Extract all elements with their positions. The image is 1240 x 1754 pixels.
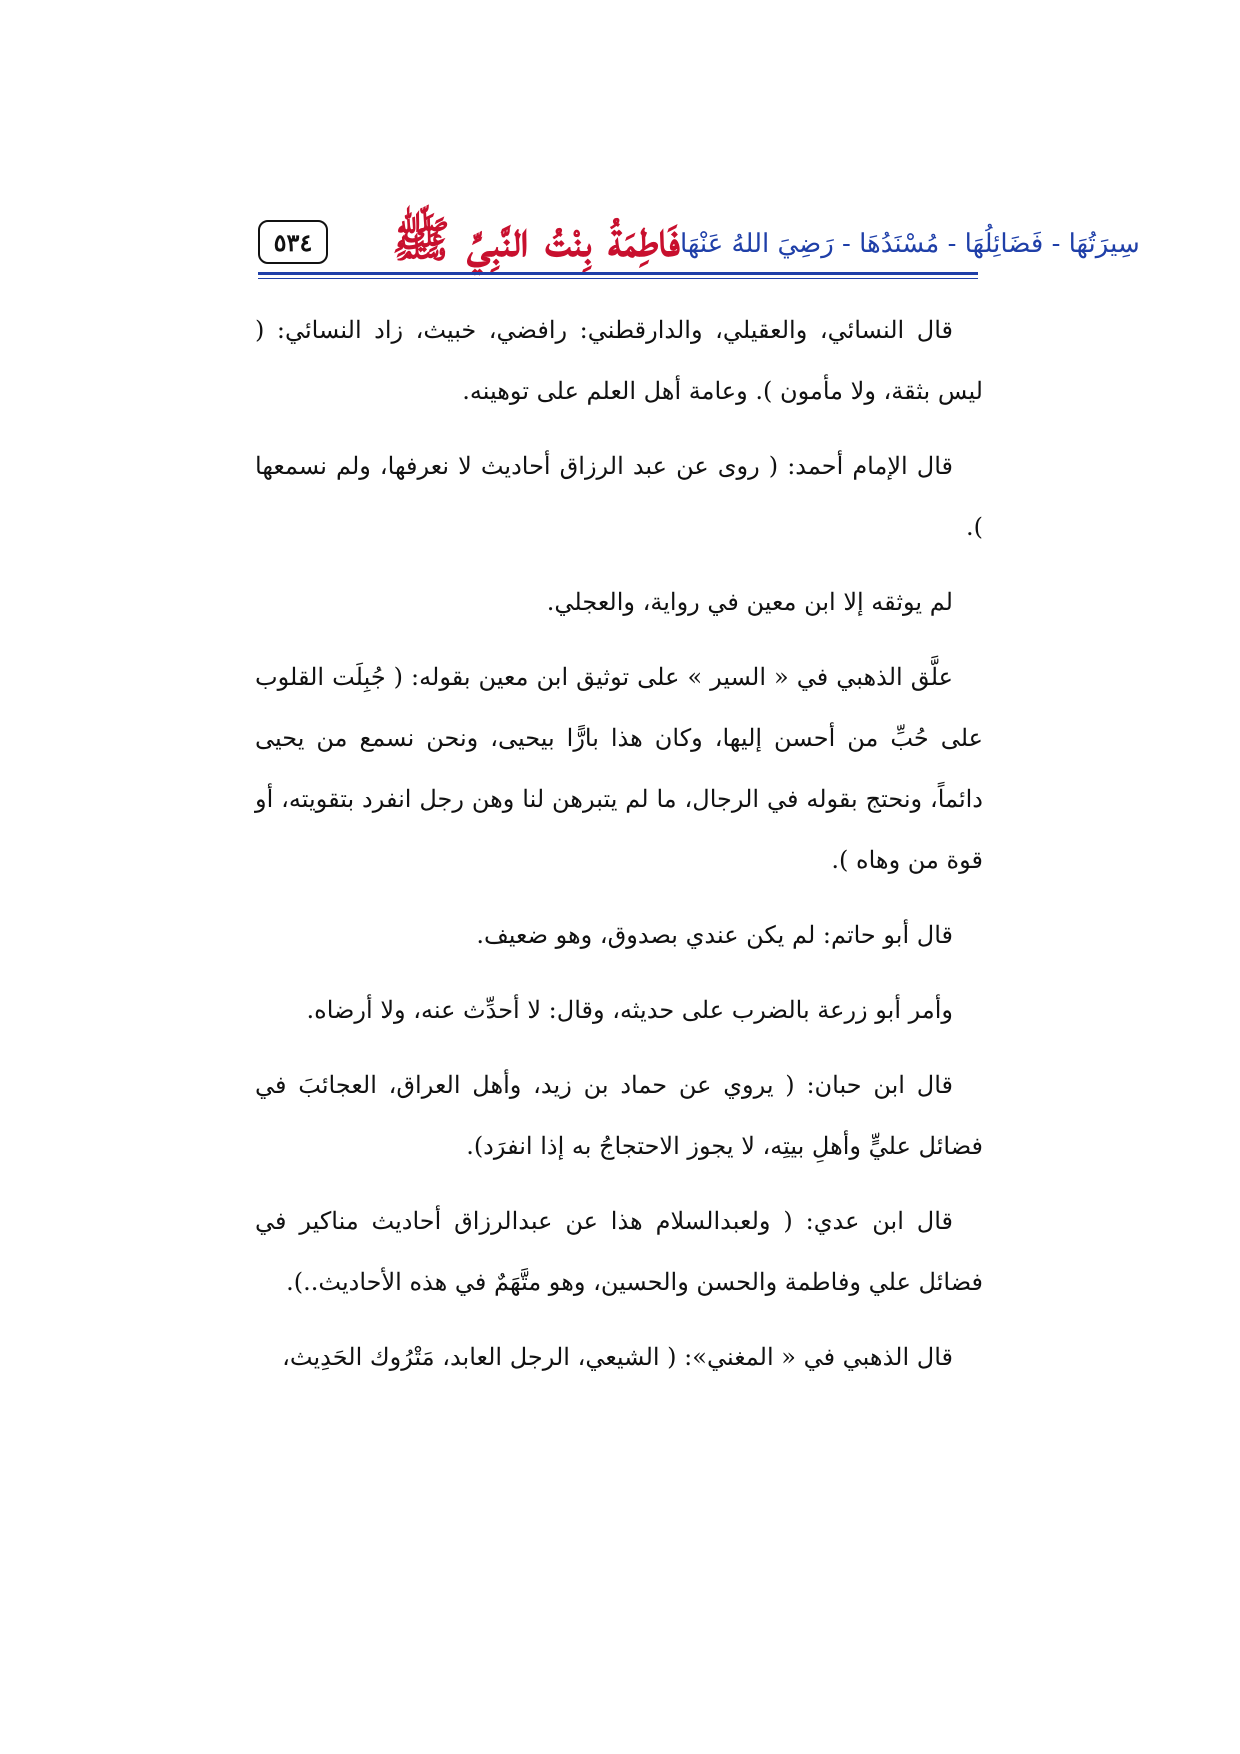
paragraph: قال الذهبي في « المغني»: ( الشيعي، الرجل العابد، مَتْرُوك الحَدِيث، [282, 1343, 953, 1371]
paragraph: قال النسائي، والعقيلي، والدارقطني: رافضي، خبيث، زاد النسائي: ( ليس بثقة، ولا مأمون ). وعامة أهل العلم على توهينه. [255, 316, 983, 405]
paragraph: وأمر أبو زرعة بالضرب على حديثه، وقال: لا أحدِّث عنه، ولا أرضاه. [306, 996, 953, 1024]
paragraph: قال الإمام أحمد: ( روى عن عبد الرزاق أحاديث لا نعرفها، ولم نسمعها ). [255, 452, 983, 541]
paragraph: علَّق الذهبي في « السير » على توثيق ابن معين بقوله: ( جُبِلَت القلوب على حُبِّ من أحسن إليها، وكان هذا بارًّا بيحيى، ونحن نسمع من يحيى دائماً، ونحتج بقوله في الرجال، ما لم يتبرهن لنا وهن رجل انفرد بتقويته، أو قوة من وهاه ). [255, 663, 983, 874]
page-number: ٥٣٤ [258, 220, 328, 264]
page-header [258, 196, 1140, 280]
running-title [378, 196, 1140, 270]
book-subtitle: سِيرَتُهَا - فَضَائِلُهَا - مُسْنَدُهَا - رَضِيَ اللهُ عَنْهَا [680, 229, 1140, 259]
book-title: فَاطِمَةُ بِنْتُ النَّبِيِّ ﷺ [392, 212, 680, 268]
header-rule-thin [258, 278, 978, 279]
paragraph: قال أبو حاتم: لم يكن عندي بصدوق، وهو ضعيف. [476, 921, 953, 949]
header-rule [258, 272, 978, 275]
body-text [255, 300, 983, 1402]
paragraph: قال ابن حبان: ( يروي عن حماد بن زيد، وأهل العراق، العجائبَ في فضائل عليٍّ وأهلِ بيتِه، لا يجوز الاحتجاجُ به إذا انفرَد). [255, 1071, 983, 1160]
paragraph: لم يوثقه إلا ابن معين في رواية، والعجلي. [546, 588, 953, 616]
paragraph: قال ابن عدي: ( ولعبدالسلام هذا عن عبدالرزاق أحاديث مناكير في فضائل علي وفاطمة والحسن والحسين، وهو متَّهَمٌ في هذه الأحاديث..). [255, 1207, 983, 1296]
